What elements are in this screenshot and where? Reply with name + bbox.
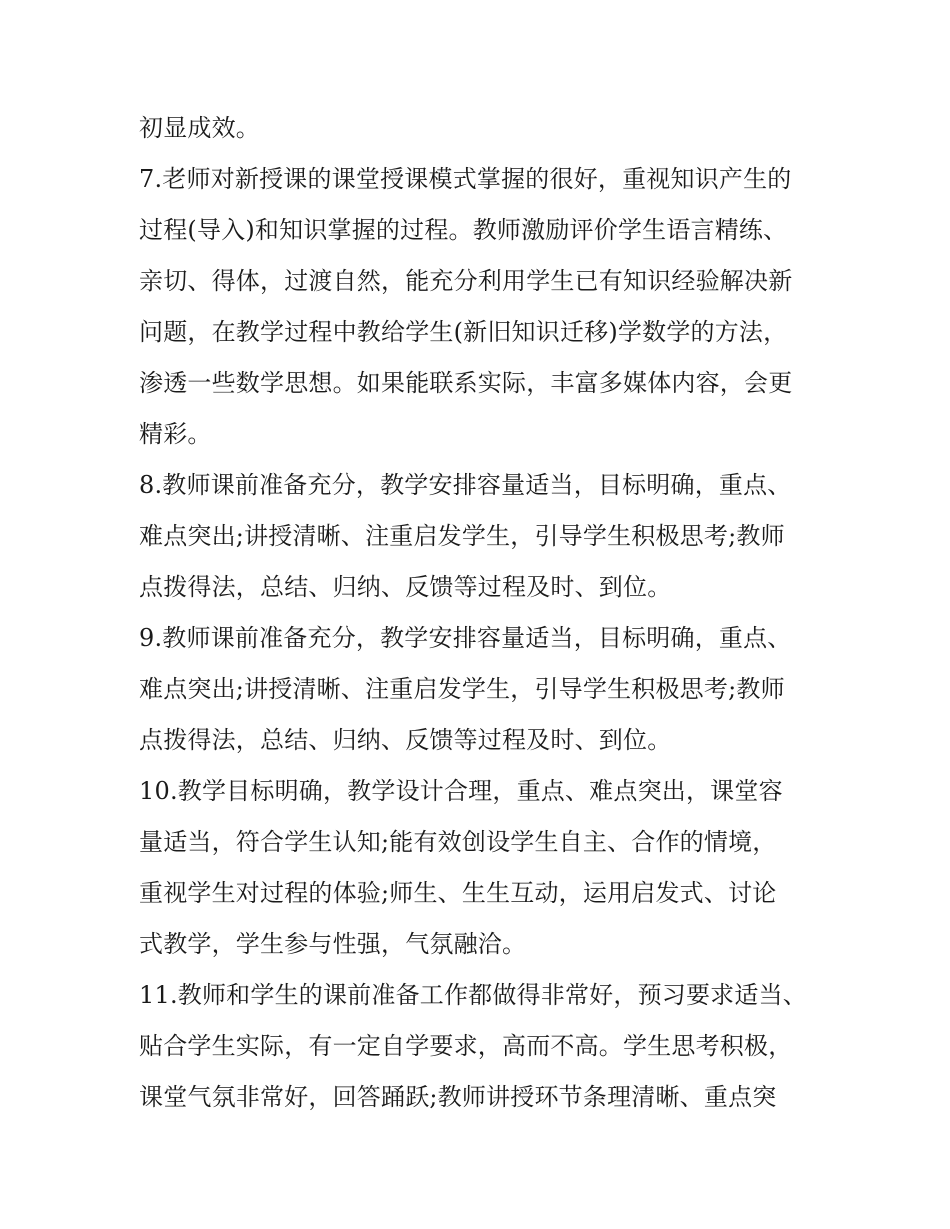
text-line: 精彩。 [139,420,212,448]
text-line: 11.教师和学生的课前准备工作都做得非常好，预习要求适当、 [139,981,807,1009]
text-line: 10.教学目标明确，教学设计合理，重点、难点突出，课堂容 [139,777,783,805]
text-line: 9.教师课前准备充分，教学安排容量适当，目标明确，重点、 [139,624,792,652]
text-line: 量适当，符合学生认知;能有效创设学生自主、合作的情境， [139,828,777,856]
text-line: 难点突出;讲授清晰、注重启发学生，引导学生积极思考;教师 [139,675,785,703]
text-line: 重视学生对过程的体验;师生、生生互动，运用启发式、讨论 [139,879,777,907]
text-line: 初显成效。 [139,114,260,142]
text-line: 课堂气氛非常好，回答踊跃;教师讲授环节条理清晰、重点突 [139,1083,777,1111]
text-line: 点拨得法，总结、归纳、反馈等过程及时、到位。 [139,573,672,601]
text-line: 问题，在教学过程中教给学生(新旧知识迁移)学数学的方法， [139,318,788,346]
text-line: 8.教师课前准备充分，教学安排容量适当，目标明确，重点、 [139,471,792,499]
text-line: 贴合学生实际，有一定自学要求，高而不高。学生思考积极， [139,1032,793,1060]
text-line: 7.老师对新授课的课堂授课模式掌握的很好，重视知识产生的 [139,165,792,193]
text-line: 亲切、得体，过渡自然，能充分利用学生已有知识经验解决新 [139,267,793,295]
text-line: 点拨得法，总结、归纳、反馈等过程及时、到位。 [139,726,672,754]
text-line: 式教学，学生参与性强，气氛融洽。 [139,930,527,958]
text-line: 过程(导入)和知识掌握的过程。教师激励评价学生语言精练、 [139,216,788,244]
text-line: 难点突出;讲授清晰、注重启发学生，引导学生积极思考;教师 [139,522,785,550]
document-body [139,103,829,1123]
text-line: 渗透一些数学思想。如果能联系实际，丰富多媒体内容，会更 [139,369,793,397]
